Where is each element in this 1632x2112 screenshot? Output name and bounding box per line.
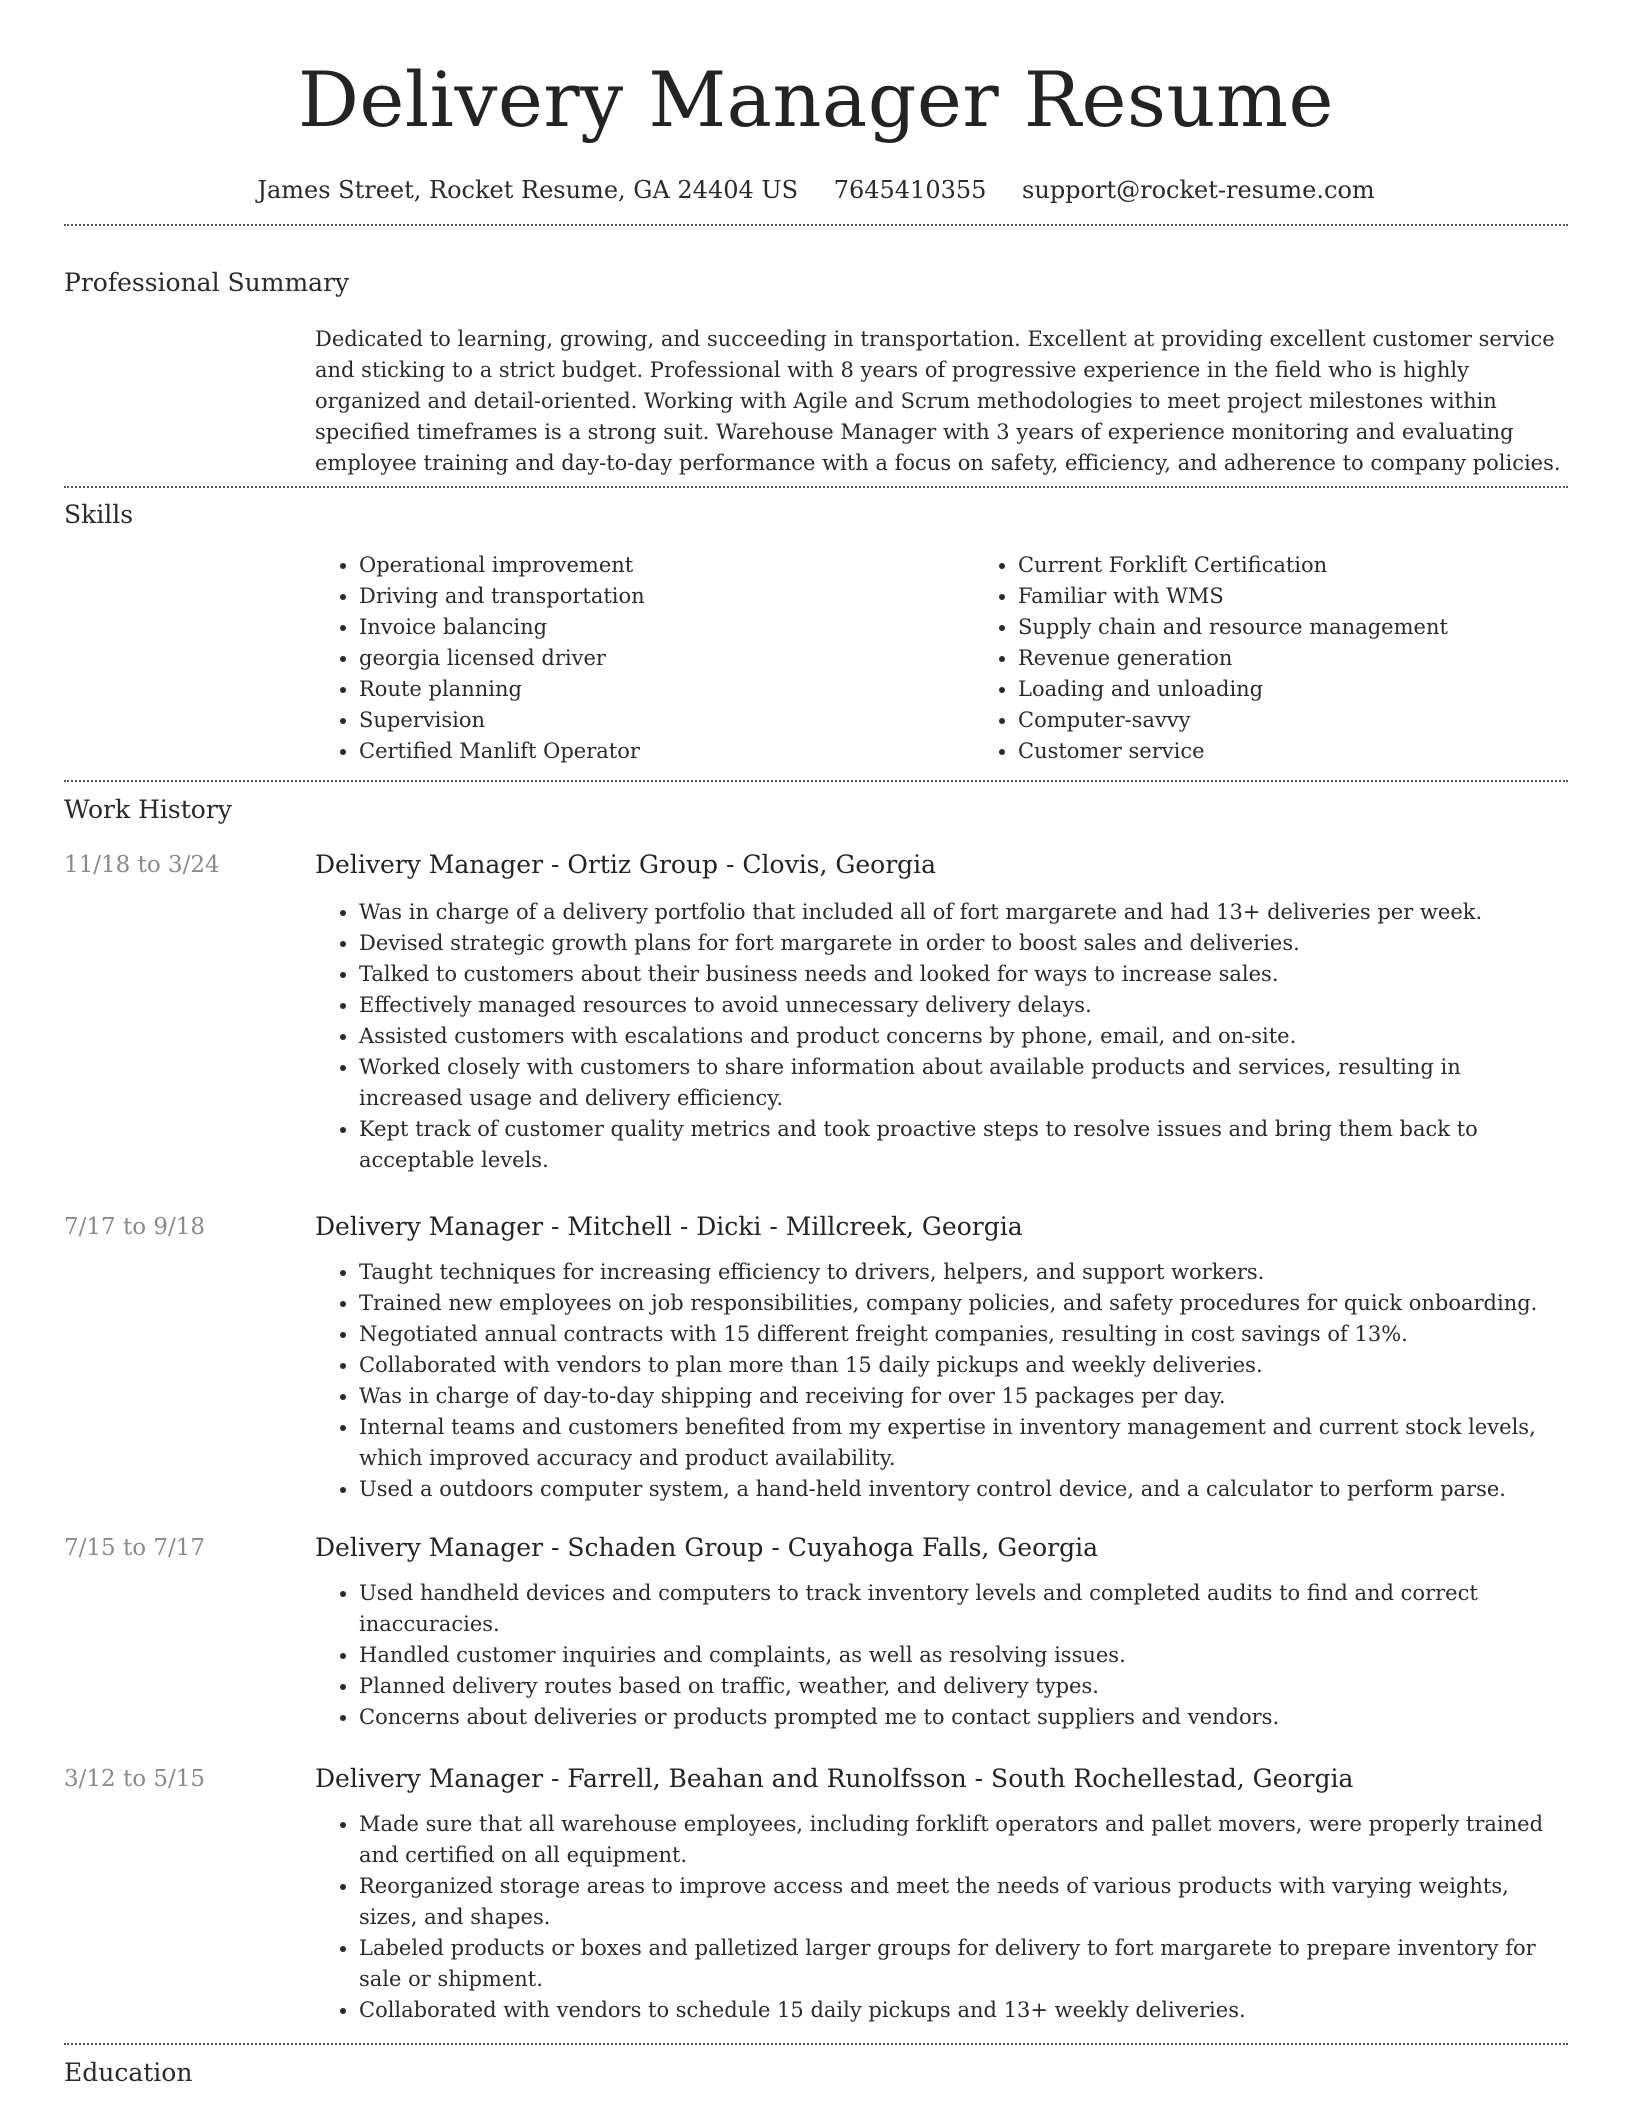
job-bullet: • Handled customer inquiries and complaints, as well as resolving issues. bbox=[359, 1640, 1568, 1671]
summary-row bbox=[64, 324, 1568, 479]
job-bullet: • Collaborated with vendors to schedule 15 daily pickups and 13+ weekly deliveries. bbox=[359, 1995, 1568, 2026]
skill-item: • Invoice balancing bbox=[359, 612, 974, 643]
job-bullet: • Labeled products or boxes and palletized larger groups for delivery to fort margarete to prepare inventory for sale or shipment. bbox=[359, 1933, 1568, 1995]
skill-item: • Current Forklift Certification bbox=[1018, 550, 1632, 581]
skills-list-left bbox=[315, 550, 974, 767]
job-bullet: • Internal teams and customers benefited from my expertise in inventory management and current stock levels, which improved accuracy and product availability. bbox=[359, 1412, 1568, 1474]
job-bullet: • Collaborated with vendors to plan more than 15 daily pickups and weekly deliveries. bbox=[359, 1350, 1568, 1381]
skill-item: • Loading and unloading bbox=[1018, 674, 1632, 705]
skill-item: • Supervision bbox=[359, 705, 974, 736]
section-heading-skills: Skills bbox=[64, 500, 134, 529]
job-bullet: • Was in charge of day-to-day shipping and receiving for over 15 packages per day. bbox=[359, 1381, 1568, 1412]
resume-title: Delivery Manager Resume bbox=[297, 55, 1335, 144]
job-entry bbox=[64, 1210, 1568, 1505]
job-entry bbox=[64, 848, 1568, 1176]
divider bbox=[64, 224, 1568, 226]
job-dates: 3/12 to 5/15 bbox=[64, 1766, 206, 1792]
job-bullet: • Talked to customers about their business needs and looked for ways to increase sales. bbox=[359, 959, 1568, 990]
contact-email: support@rocket-resume.com bbox=[1022, 176, 1375, 204]
job-title: Delivery Manager - Mitchell - Dicki - Millcreek, Georgia bbox=[315, 1212, 1023, 1241]
job-bullet: • Effectively managed resources to avoid unnecessary delivery delays. bbox=[359, 990, 1568, 1021]
job-dates: 7/17 to 9/18 bbox=[64, 1214, 206, 1240]
job-bullet: • Negotiated annual contracts with 15 different freight companies, resulting in cost savings of 13%. bbox=[359, 1319, 1568, 1350]
skills-list-right bbox=[974, 550, 1632, 767]
skill-item: • Revenue generation bbox=[1018, 643, 1632, 674]
job-bullet: • Trained new employees on job responsibilities, company policies, and safety procedures for quick onboarding. bbox=[359, 1288, 1568, 1319]
section-heading-work: Work History bbox=[64, 795, 232, 824]
job-bullet: • Used handheld devices and computers to track inventory levels and completed audits to find and correct inaccuracies. bbox=[359, 1578, 1568, 1640]
skill-item: • Supply chain and resource management bbox=[1018, 612, 1632, 643]
job-bullet: • Kept track of customer quality metrics and took proactive steps to resolve issues and bring them back to acceptable levels. bbox=[359, 1114, 1568, 1176]
job-bullet: • Reorganized storage areas to improve access and meet the needs of various products with varying weights, sizes, and shapes. bbox=[359, 1871, 1568, 1933]
job-bullets bbox=[315, 897, 1568, 1176]
job-title: Delivery Manager - Farrell, Beahan and Runolfsson - South Rochellestad, Georgia bbox=[315, 1764, 1354, 1793]
job-bullets bbox=[315, 1257, 1568, 1505]
job-entry bbox=[64, 1531, 1568, 1733]
skill-item: • Familiar with WMS bbox=[1018, 581, 1632, 612]
section-heading-education: Education bbox=[64, 2058, 193, 2087]
skills-row bbox=[64, 550, 1568, 767]
skill-item: • Customer service bbox=[1018, 736, 1632, 767]
divider bbox=[64, 486, 1568, 488]
job-bullet: • Planned delivery routes based on traffic, weather, and delivery types. bbox=[359, 1671, 1568, 1702]
contact-phone: 7645410355 bbox=[833, 176, 987, 204]
summary-text: Dedicated to learning, growing, and succeeding in transportation. Excellent at providing excellent customer service and sticking to a strict budget. Professional with 8 years of progressive experience in the field who is highly organized and detail-oriented. Working with Agile and Scrum methodologies to meet project milestones within specified timeframes is a strong suit. Warehouse Manager with 3 years of experience monitoring and evaluating employee training and day-to-day performance with a focus on safety, efficiency, and adherence to company policies. bbox=[315, 327, 1561, 475]
job-bullet: • Devised strategic growth plans for fort margarete in order to boost sales and deliveries. bbox=[359, 928, 1568, 959]
section-heading-summary: Professional Summary bbox=[64, 268, 350, 297]
job-title: Delivery Manager - Schaden Group - Cuyahoga Falls, Georgia bbox=[315, 1533, 1098, 1562]
skill-item: • Operational improvement bbox=[359, 550, 974, 581]
job-bullet: • Assisted customers with escalations and product concerns by phone, email, and on-site. bbox=[359, 1021, 1568, 1052]
contact-line bbox=[64, 174, 1568, 206]
job-bullet: • Made sure that all warehouse employees, including forklift operators and pallet movers, were properly trained and certified on all equipment. bbox=[359, 1809, 1568, 1871]
job-dates: 11/18 to 3/24 bbox=[64, 852, 220, 878]
skill-item: • Driving and transportation bbox=[359, 581, 974, 612]
job-bullets bbox=[315, 1809, 1568, 2026]
job-bullet: • Taught techniques for increasing efficiency to drivers, helpers, and support workers. bbox=[359, 1257, 1568, 1288]
job-bullet: • Concerns about deliveries or products prompted me to contact suppliers and vendors. bbox=[359, 1702, 1568, 1733]
contact-address: James Street, Rocket Resume, GA 24404 US bbox=[257, 176, 799, 204]
job-title: Delivery Manager - Ortiz Group - Clovis, Georgia bbox=[315, 850, 937, 879]
skill-item: • Route planning bbox=[359, 674, 974, 705]
skill-item: • georgia licensed driver bbox=[359, 643, 974, 674]
skill-item: • Certified Manlift Operator bbox=[359, 736, 974, 767]
resume-page bbox=[64, 0, 1568, 2090]
job-bullet: • Was in charge of a delivery portfolio that included all of fort margarete and had 13+ deliveries per week. bbox=[359, 897, 1568, 928]
skill-item: • Computer-savvy bbox=[1018, 705, 1632, 736]
job-entry bbox=[64, 1762, 1568, 2026]
divider bbox=[64, 780, 1568, 782]
job-bullets bbox=[315, 1578, 1568, 1733]
job-bullet: • Worked closely with customers to share information about available products and services, resulting in increased usage and delivery efficiency. bbox=[359, 1052, 1568, 1114]
job-bullet: • Used a outdoors computer system, a hand-held inventory control device, and a calculator to perform parse. bbox=[359, 1474, 1568, 1505]
job-dates: 7/15 to 7/17 bbox=[64, 1535, 206, 1561]
divider bbox=[64, 2043, 1568, 2045]
